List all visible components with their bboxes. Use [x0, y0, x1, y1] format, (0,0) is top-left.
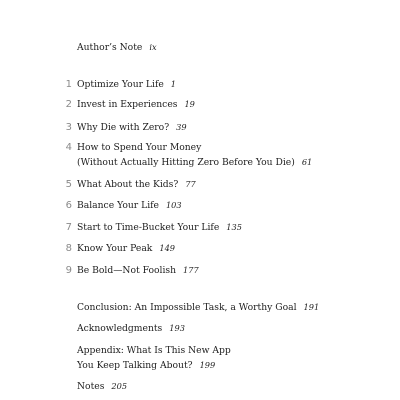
- entry-title: Know Your Peak: [77, 243, 153, 254]
- toc-entry-chapter-5: [77, 177, 196, 192]
- chapter-number: 4: [65, 142, 72, 153]
- entry-title: What About the Kids?: [77, 179, 179, 190]
- toc-entry-chapter-1: [77, 77, 176, 92]
- entry-title-line2: You Keep Talking About?: [77, 360, 193, 371]
- toc-entry-chapter-2: [77, 97, 195, 112]
- chapter-number: 1: [65, 79, 72, 90]
- entry-page: 149: [159, 243, 176, 253]
- chapter-number: 6: [65, 200, 72, 211]
- toc-entry-chapter-7: [77, 220, 242, 235]
- entry-title: Notes: [77, 381, 105, 392]
- entry-title: Invest in Experiences: [77, 99, 178, 110]
- entry-page: 39: [176, 122, 187, 132]
- toc-entry-chapter-6: [77, 198, 182, 213]
- entry-title: Acknowledgments: [77, 323, 163, 334]
- toc-entry-chapter-8: [77, 241, 175, 256]
- entry-title: Start to Time-Bucket Your Life: [77, 222, 220, 233]
- entry-title: Be Bold—Not Foolish: [77, 265, 177, 276]
- entry-page: 103: [165, 200, 182, 210]
- toc-entry-chapter-3: [77, 120, 187, 135]
- entry-page: 77: [185, 179, 196, 189]
- entry-page: 19: [184, 99, 195, 109]
- chapter-number: 8: [65, 243, 72, 254]
- entry-title: Author’s Note: [77, 42, 143, 53]
- toc-entry-chapter-4: [77, 140, 312, 170]
- chapter-number: 9: [65, 265, 72, 276]
- entry-title: Conclusion: An Impossible Task, a Worthy Goal: [77, 302, 297, 313]
- entry-page: 177: [183, 265, 199, 275]
- toc-entry-authors-note: [77, 40, 157, 55]
- entry-title: Why Die with Zero?: [77, 122, 170, 133]
- entry-page: ix: [149, 42, 157, 52]
- chapter-number: 2: [65, 99, 72, 110]
- entry-page: 191: [303, 302, 320, 312]
- entry-title-line2: (Without Actually Hitting Zero Before You Die): [77, 157, 295, 168]
- toc-entry-chapter-9: [77, 263, 199, 278]
- entry-title: Appendix: What Is This New App: [77, 345, 231, 356]
- toc-entry-conclusion: [77, 300, 319, 315]
- toc-entry-acknowledgments: [77, 321, 185, 336]
- entry-page: 135: [226, 222, 242, 232]
- chapter-number: 3: [65, 122, 72, 133]
- toc-entry-notes: [77, 379, 127, 394]
- chapter-number: 7: [65, 222, 72, 233]
- entry-title: Balance Your Life: [77, 200, 159, 211]
- entry-title: Optimize Your Life: [77, 79, 164, 90]
- entry-page: 61: [301, 157, 313, 167]
- entry-page: 1: [170, 79, 177, 89]
- entry-page: 205: [111, 381, 128, 391]
- entry-title: How to Spend Your Money: [77, 142, 202, 153]
- entry-page: 199: [199, 360, 216, 370]
- chapter-number: 5: [65, 179, 72, 190]
- entry-page: 193: [169, 323, 185, 333]
- toc-entry-appendix: [77, 343, 231, 373]
